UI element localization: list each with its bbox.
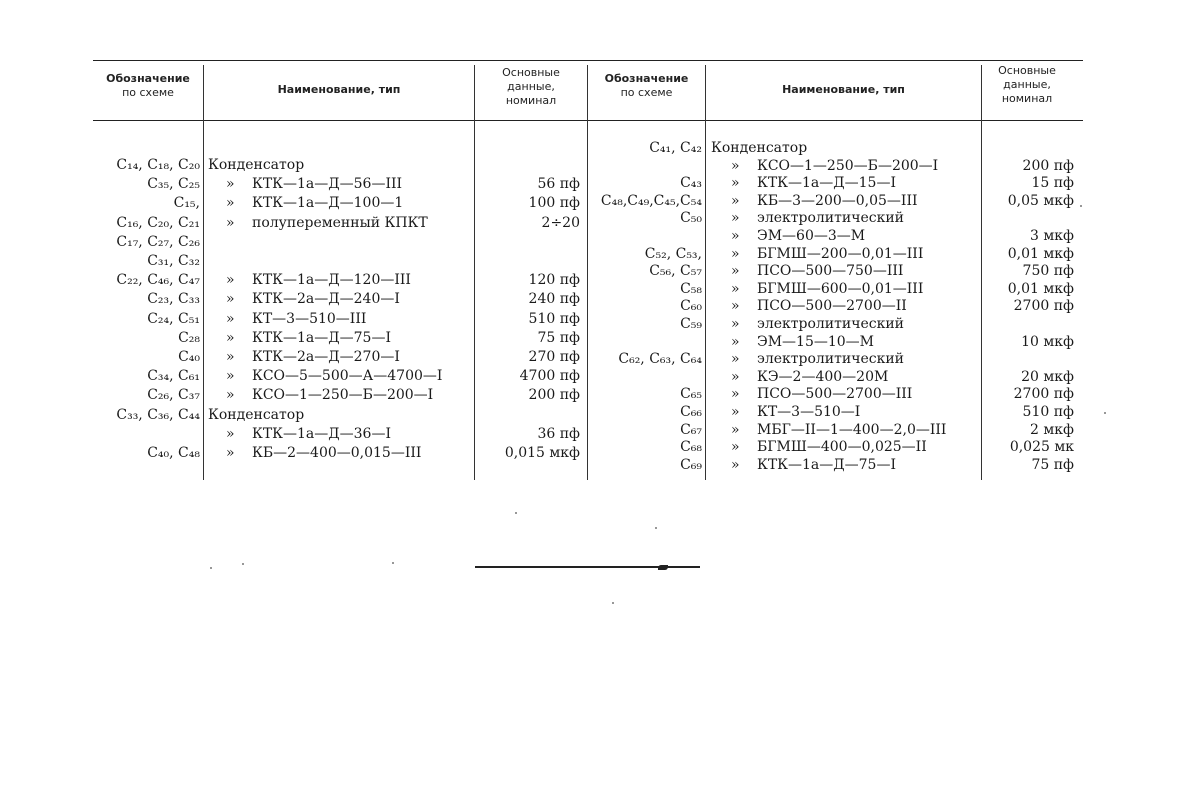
component-type: полупеременный КПКТ (252, 216, 428, 231)
nominal-value: 0,015 мкф (476, 446, 580, 461)
component-type: ПСО—500—2700—II (757, 299, 907, 314)
designation-cell: C₁₆, C₂₀, C₂₁ (94, 216, 200, 231)
designation-cell: C₅₆, C₅₇ (590, 264, 702, 279)
col-sep-1 (203, 65, 204, 480)
header-data-line3-right: номинал (982, 92, 1072, 106)
table-header-rule (93, 120, 1083, 121)
nominal-value: 2÷20 (476, 216, 580, 231)
component-type: КТК—1а—Д—36—I (252, 427, 391, 442)
component-type: КТ—3—510—III (252, 312, 366, 327)
nominal-value: 120 пф (476, 273, 580, 288)
nominal-value: 510 пф (982, 405, 1074, 420)
component-group-heading: Конденсатор (208, 408, 304, 423)
component-type: электролитический (757, 352, 904, 367)
ditto-mark: » (731, 440, 740, 455)
component-type: ЭМ—60—3—М (757, 229, 865, 244)
ditto-mark: » (731, 176, 740, 191)
ditto-mark: » (226, 369, 235, 384)
header-name-left (204, 83, 474, 97)
component-type: ПСО—500—750—III (757, 264, 903, 279)
designation-cell: C₂₆, C₃₇ (94, 388, 200, 403)
designation-cell: C₄₈,C₄₉,C₄₅,C₅₄ (590, 194, 702, 209)
ditto-mark: » (226, 177, 235, 192)
header-designation-right (588, 72, 705, 100)
nominal-value: 36 пф (476, 427, 580, 442)
designation-cell: C₁₅, (94, 196, 200, 211)
ditto-mark: » (731, 194, 740, 209)
designation-cell: C₅₉ (590, 317, 702, 332)
ditto-mark: » (226, 273, 235, 288)
scan-speck (612, 602, 614, 604)
header-data-line2: данные, (475, 80, 587, 94)
ditto-mark: » (731, 335, 740, 350)
nominal-value: 3 мкф (982, 229, 1074, 244)
component-type: КТК—1а—Д—56—III (252, 177, 402, 192)
scan-speck (242, 563, 244, 565)
nominal-value: 0,025 мк (982, 440, 1074, 455)
header-data-left (475, 66, 587, 108)
header-name-type: Наименование, тип (278, 83, 401, 96)
scanned-page (0, 0, 1200, 804)
nominal-value: 510 пф (476, 312, 580, 327)
designation-cell: C₂₃, C₃₃ (94, 292, 200, 307)
header-designation-line1-right: Обозначение (588, 72, 705, 86)
nominal-value: 240 пф (476, 292, 580, 307)
designation-cell: C₁₄, C₁₈, C₂₀ (94, 158, 200, 173)
nominal-value: 2700 пф (982, 299, 1074, 314)
ditto-mark: » (731, 352, 740, 367)
nominal-value: 750 пф (982, 264, 1074, 279)
component-type: ПСО—500—2700—III (757, 387, 912, 402)
nominal-value: 270 пф (476, 350, 580, 365)
nominal-value: 0,05 мкф (982, 194, 1074, 209)
designation-cell: C₂₈ (94, 331, 200, 346)
component-group-heading: Конденсатор (208, 158, 304, 173)
ditto-mark: » (731, 264, 740, 279)
component-type: КСО—1—250—Б—200—I (757, 159, 938, 174)
header-name-type-right: Наименование, тип (782, 83, 905, 96)
component-type: КЭ—2—400—20М (757, 370, 888, 385)
component-type: КБ—3—200—0,05—III (757, 194, 918, 209)
ditto-mark: » (226, 446, 235, 461)
designation-cell: C₆₈ (590, 440, 702, 455)
nominal-value: 75 пф (982, 458, 1074, 473)
ditto-mark: » (731, 229, 740, 244)
ditto-mark: » (731, 387, 740, 402)
ditto-mark: » (226, 427, 235, 442)
nominal-value: 20 мкф (982, 370, 1074, 385)
nominal-value: 100 пф (476, 196, 580, 211)
designation-cell: C₅₈ (590, 282, 702, 297)
designation-cell: C₃₃, C₃₆, C₄₄ (94, 408, 200, 423)
component-type: электролитический (757, 317, 904, 332)
scan-speck (210, 567, 212, 569)
designation-cell: C₆₀ (590, 299, 702, 314)
nominal-value: 75 пф (476, 331, 580, 346)
scan-speck (1104, 412, 1106, 414)
header-data-right (982, 64, 1072, 106)
ditto-mark: » (731, 423, 740, 438)
nominal-value: 56 пф (476, 177, 580, 192)
ditto-mark: » (226, 331, 235, 346)
ditto-mark: » (731, 282, 740, 297)
col-sep-4 (705, 65, 706, 480)
designation-cell: C₅₀ (590, 211, 702, 226)
nominal-value: 0,01 мкф (982, 282, 1074, 297)
component-type: КСО—1—250—Б—200—I (252, 388, 433, 403)
component-type: КТК—1а—Д—75—I (252, 331, 391, 346)
nominal-value: 200 пф (476, 388, 580, 403)
nominal-value: 200 пф (982, 159, 1074, 174)
component-type: МБГ—II—1—400—2,0—III (757, 423, 946, 438)
designation-cell: C₆₂, C₆₃, C₆₄ (590, 352, 702, 367)
scan-speck (655, 527, 657, 529)
component-type: КБ—2—400—0,015—III (252, 446, 421, 461)
nominal-value: 10 мкф (982, 335, 1074, 350)
component-type: КТК—1а—Д—15—I (757, 176, 896, 191)
ditto-mark: » (731, 247, 740, 262)
component-type: КТК—2а—Д—240—I (252, 292, 400, 307)
designation-cell: C₆₆ (590, 405, 702, 420)
designation-cell: C₆₉ (590, 458, 702, 473)
bottom-divider-mark (658, 565, 668, 570)
component-group-heading: Конденсатор (711, 141, 807, 156)
designation-cell: C₃₅, C₂₅ (94, 177, 200, 192)
header-data-line3: номинал (475, 94, 587, 108)
component-type: БГМШ—600—0,01—III (757, 282, 923, 297)
component-type: КСО—5—500—А—4700—I (252, 369, 442, 384)
ditto-mark: » (226, 350, 235, 365)
ditto-mark: » (226, 312, 235, 327)
header-data-line1-right: Основные (982, 64, 1072, 78)
header-data-line1: Основные (475, 66, 587, 80)
nominal-value: 2700 пф (982, 387, 1074, 402)
component-type: КТК—1а—Д—75—I (757, 458, 896, 473)
nominal-value: 15 пф (982, 176, 1074, 191)
ditto-mark: » (731, 159, 740, 174)
nominal-value: 0,01 мкф (982, 247, 1074, 262)
scan-speck (392, 562, 394, 564)
scan-speck (515, 512, 517, 514)
component-type: КТК—1а—Д—100—1 (252, 196, 403, 211)
designation-cell: C₆₇ (590, 423, 702, 438)
designation-cell: C₃₁, C₃₂ (94, 254, 200, 269)
header-designation-left (94, 72, 202, 100)
ditto-mark: » (226, 196, 235, 211)
designation-cell: C₁₇, C₂₇, C₂₆ (94, 235, 200, 250)
designation-cell: C₄₀, C₄₈ (94, 446, 200, 461)
table-top-rule (93, 60, 1083, 61)
component-type: КТК—2а—Д—270—I (252, 350, 400, 365)
ditto-mark: » (731, 317, 740, 332)
component-type: КТ—3—510—I (757, 405, 860, 420)
ditto-mark: » (226, 216, 235, 231)
designation-cell: C₆₅ (590, 387, 702, 402)
header-designation-line2-right: по схеме (588, 86, 705, 100)
component-type: ЭМ—15—10—М (757, 335, 874, 350)
designation-cell: C₄₃ (590, 176, 702, 191)
component-type: БГМШ—200—0,01—III (757, 247, 923, 262)
ditto-mark: » (226, 388, 235, 403)
designation-cell: C₄₀ (94, 350, 200, 365)
component-type: БГМШ—400—0,025—II (757, 440, 927, 455)
component-type: КТК—1а—Д—120—III (252, 273, 411, 288)
ditto-mark: » (731, 405, 740, 420)
nominal-value: 2 мкф (982, 423, 1074, 438)
header-designation-line1: Обозначение (94, 72, 202, 86)
header-name-right (706, 83, 981, 97)
col-sep-3 (587, 65, 588, 480)
scan-speck (1080, 205, 1082, 207)
ditto-mark: » (226, 292, 235, 307)
designation-cell: C₂₄, C₅₁ (94, 312, 200, 327)
nominal-value: 4700 пф (476, 369, 580, 384)
col-sep-2 (474, 65, 475, 480)
ditto-mark: » (731, 299, 740, 314)
ditto-mark: » (731, 458, 740, 473)
ditto-mark: » (731, 211, 740, 226)
designation-cell: C₄₁, C₄₂ (590, 141, 702, 156)
designation-cell: C₂₂, C₄₆, C₄₇ (94, 273, 200, 288)
component-type: электролитический (757, 211, 904, 226)
designation-cell: C₅₂, C₅₃, (590, 247, 702, 262)
ditto-mark: » (731, 370, 740, 385)
header-designation-line2: по схеме (94, 86, 202, 100)
designation-cell: C₃₄, C₆₁ (94, 369, 200, 384)
header-data-line2-right: данные, (982, 78, 1072, 92)
